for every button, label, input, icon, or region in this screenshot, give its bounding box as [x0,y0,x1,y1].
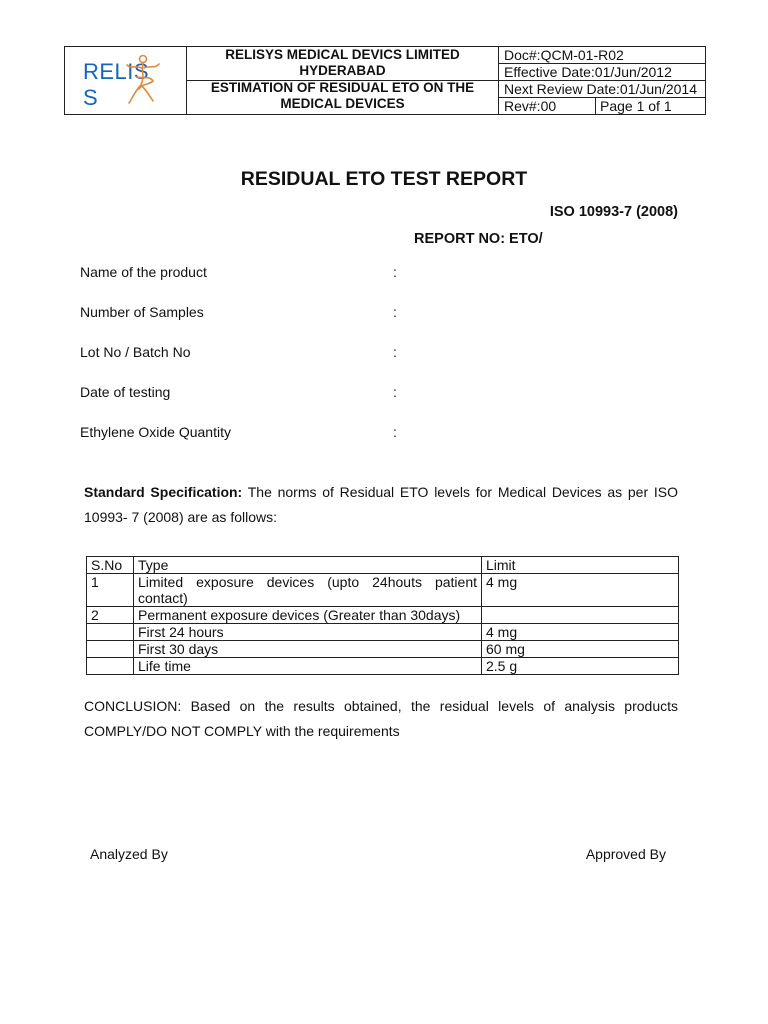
effective-date: Effective Date:01/Jun/2012 [499,64,705,81]
conclusion: CONCLUSION: Based on the results obtained, the residual levels of analysis products COMPLY/DO NOT COMPLY with the requirements [84,698,678,739]
header-title-cell [187,47,499,114]
analyzed-by: Analyzed By [90,846,168,862]
table-row [87,624,679,641]
revision-row [499,98,705,115]
row-type: First 30 days [134,641,482,658]
revision-number: Rev#:00 [504,98,557,114]
norms-table [86,556,679,675]
company-name [187,47,498,81]
page-number: Page 1 of 1 [595,98,672,115]
row-limit: 60 mg [482,641,679,658]
row-sno: 2 [87,607,134,624]
logo-cell [65,47,187,114]
table-header-row [87,557,679,574]
field-colon: : [393,344,397,360]
logo-figure-icon [123,51,163,109]
row-sno [87,658,134,675]
document-title-line1: ESTIMATION OF RESIDUAL ETO ON THE [210,80,475,95]
row-type: First 24 hours [134,624,482,641]
row-limit [482,607,679,624]
company-name-line2: HYDERABAD [299,63,386,78]
field-label-product-name: Name of the product [80,264,207,280]
row-type: Limited exposure devices (upto 24houts patient contact) [134,574,482,607]
field-colon: : [393,264,397,280]
next-review-date: Next Review Date:01/Jun/2014 [499,81,705,98]
field-label-ethylene-oxide-quantity: Ethylene Oxide Quantity [80,424,231,440]
field-label-number-of-samples: Number of Samples [80,304,204,320]
row-sno: 1 [87,574,134,607]
field-colon: : [393,424,397,440]
table-row [87,641,679,658]
header-limit: Limit [482,557,679,574]
row-limit: 4 mg [482,574,679,607]
document-title [187,80,498,114]
field-label-date-of-testing: Date of testing [80,384,171,400]
table-row [87,574,679,607]
field-colon: : [393,384,397,400]
company-logo: RELIS S [83,59,150,110]
specification-heading: Standard Specification: [84,484,243,500]
header-type: Type [134,557,482,574]
doc-number: Doc#:QCM-01-R02 [499,47,705,64]
row-type: Permanent exposure devices (Greater than 30days) [134,607,482,624]
table-row [87,658,679,675]
standard-specification [84,480,678,530]
report-number: REPORT NO: ETO/ [414,231,543,247]
document-title-line2: MEDICAL DEVICES [280,96,405,111]
header-sno: S.No [87,557,134,574]
row-type: Life time [134,658,482,675]
field-colon: : [393,304,397,320]
row-limit: 2.5 g [482,658,679,675]
report-title: RESIDUAL ETO TEST REPORT [240,168,528,190]
document-header [64,46,706,115]
row-limit: 4 mg [482,624,679,641]
specification-text: The norms of Residual ETO levels for Medical Devices as per ISO 10993- 7 (2008) are as follows: [84,484,678,525]
header-meta-cell [499,47,705,114]
row-sno [87,624,134,641]
company-name-line1: RELISYS MEDICAL DEVICS LIMITED [225,47,460,62]
table-row [87,607,679,624]
field-label-lot-batch-no: Lot No / Batch No [80,344,191,360]
iso-standard: ISO 10993-7 (2008) [549,204,678,220]
row-sno [87,641,134,658]
approved-by: Approved By [585,846,666,862]
